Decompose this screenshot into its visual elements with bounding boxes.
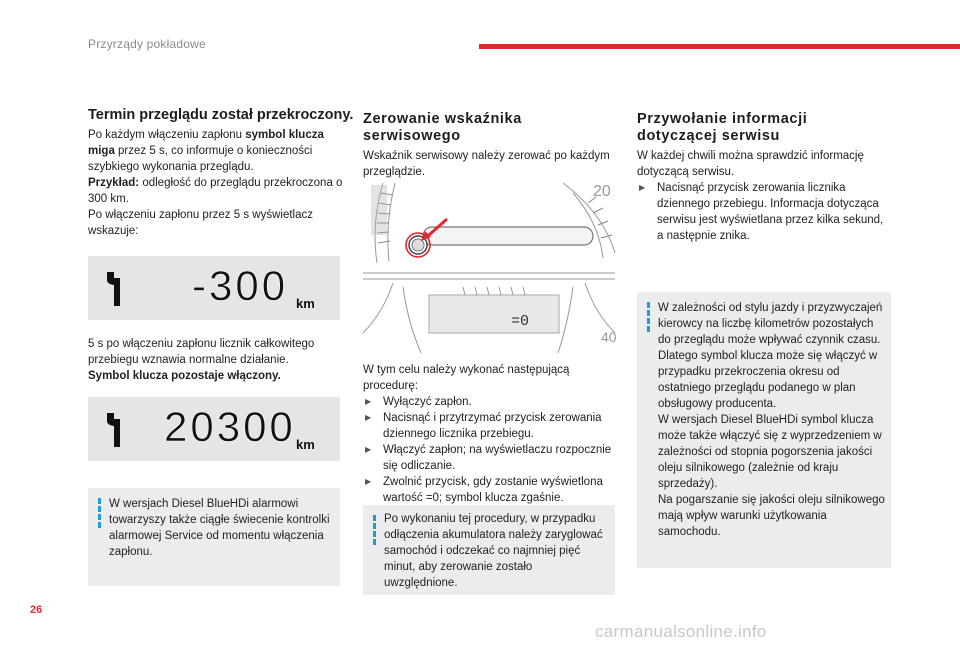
illustration-readout: =0 — [511, 313, 530, 330]
display-panel-1 — [88, 256, 340, 320]
dial-number-20: 20 — [593, 183, 611, 200]
dial-number-40: 40 — [601, 329, 617, 345]
note-box-2 — [363, 505, 615, 595]
wrench-icon — [102, 268, 130, 308]
section-title-overdue: Termin przeglądu został przekroczony. — [88, 107, 354, 123]
reset-step-3: ▶ Włączyć zapłon; na wyświetlaczu rozpocznie się odliczanie. — [363, 442, 618, 474]
recall-body — [637, 148, 892, 244]
reset-step-1: ▶ Wyłączyć zapłon. — [363, 394, 618, 410]
display-2-value: 20300 — [164, 403, 296, 450]
note-marker — [647, 302, 650, 332]
wrench-icon — [102, 409, 130, 449]
cluster-drawing — [363, 183, 615, 353]
p1-a: Po każdym włączeniu zapłonu — [88, 129, 246, 141]
after-5s-text — [88, 336, 343, 384]
reset-procedure — [363, 362, 618, 506]
display-1-unit: km — [296, 296, 315, 311]
overdue-text — [88, 127, 343, 239]
reset-intro: Wskaźnik serwisowy należy zerować po każdym przeglądzie. — [363, 150, 610, 178]
display-intro: Po włączeniu zapłonu przez 5 s wyświetlacz wskazuje: — [88, 209, 313, 237]
note-3-text: W zależności od stylu jazdy i przyzwyczajeń kierowcy na liczbę kilometrów pozostałych do przeglądu może wpływać czynnik czasu. Dlatego symbol klucza może się włączyć w przypadku przekroczenia okresu od ostatniego przeglądu podanego w plan obsługowy producenta. W wersjach Diesel BlueHDi symbol klucza może także włączyć się z wyprzedzeniem w zależności od stopnia pogorszenia jakości oleju silnikowego (zależnie od kraju sprzedaży). Na pogarszanie się jakości oleju silnikowego mają wpływ warunki użytkowania samochodu. — [658, 302, 885, 538]
running-header: Przyrządy pokładowe — [88, 37, 206, 51]
wrench-stays-text: Symbol klucza pozostaje włączony. — [88, 370, 281, 382]
header-accent-bar — [479, 44, 960, 49]
display-panel-2 — [88, 397, 340, 461]
recall-intro: W każdej chwili można sprawdzić informację dotyczącą serwisu. — [637, 150, 864, 178]
section-title-recall: Przywołanie informacji dotyczącej serwisu — [637, 111, 808, 144]
p1-c: przez 5 s, co informuje o konieczności szybkiego wykonania przeglądu. — [88, 145, 313, 173]
reset-lead: W tym celu należy wykonać następującą procedurę: — [363, 364, 570, 392]
note-marker — [373, 515, 376, 545]
cluster-illustration — [363, 183, 615, 353]
reset-step-4: ▶ Zwolnić przycisk, gdy zostanie wyświetlona wartość =0; symbol klucza zgaśnie. — [363, 474, 618, 506]
page-number: 26 — [30, 604, 43, 616]
resume-text: 5 s po włączeniu zapłonu licznik całkowitego przebiegu wznawia normalne działanie. — [88, 338, 315, 366]
display-1-value: -300 — [192, 262, 289, 309]
note-1-text: W wersjach Diesel BlueHDi alarmowi towarzyszy także ciągłe świecenie kontrolki alarmowej Service od momentu włączenia zapłonu. — [109, 498, 330, 558]
reset-step-2: ▶ Nacisnąć i przytrzymać przycisk zerowania dziennego licznika przebiegu. — [363, 410, 618, 442]
p1-b: symbol klucza miga — [88, 129, 324, 157]
example-text: odległość do przeglądu przekroczona o 300 km. — [88, 177, 343, 205]
display-2-unit: km — [296, 437, 315, 452]
note-marker — [98, 498, 101, 528]
example-label: Przykład: — [88, 177, 140, 189]
note-box-3 — [637, 292, 891, 568]
recall-step-1: ▶ Nacisnąć przycisk zerowania licznika dziennego przebiegu. Informacja dotycząca serwisu jest wyświetlana przez kilka sekund, a następnie znika. — [637, 180, 892, 244]
section-title-reset: Zerowanie wskaźnika serwisowego — [363, 111, 522, 144]
note-box-1 — [88, 488, 340, 586]
note-2-text: Po wykonaniu tej procedury, w przypadku odłączenia akumulatora należy zaryglować samochód i odczekać co najmniej pięć minut, aby zerowanie zostało uwzględnione. — [384, 513, 603, 589]
watermark: carmanualsonline.info — [595, 622, 767, 641]
